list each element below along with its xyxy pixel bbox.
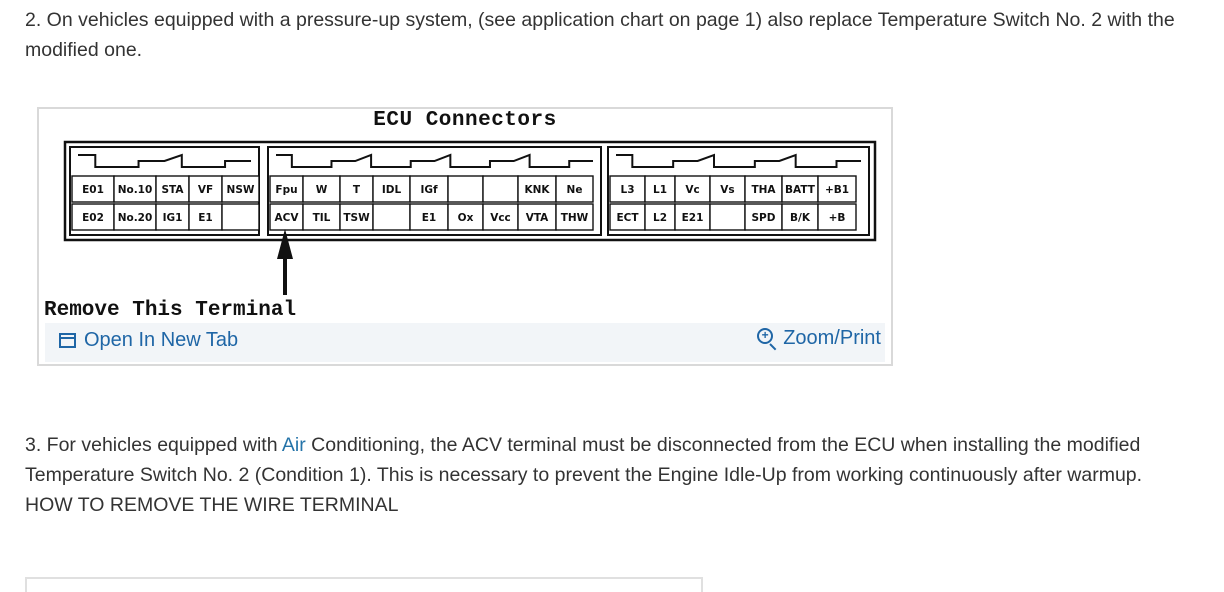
terminal-label: THA bbox=[751, 184, 776, 196]
terminal-label: No.10 bbox=[117, 184, 153, 196]
terminal-label: Vc bbox=[685, 184, 700, 196]
terminal-label: BATT bbox=[785, 184, 815, 196]
terminal-label: THW bbox=[560, 212, 589, 224]
terminal-label: Vs bbox=[720, 184, 735, 196]
terminal-label: IDL bbox=[381, 184, 402, 196]
terminal-cell bbox=[448, 176, 483, 202]
terminal-label: TSW bbox=[343, 212, 370, 224]
terminal-label: Fpu bbox=[275, 184, 298, 196]
terminal-label: T bbox=[352, 184, 361, 196]
terminal-cell bbox=[373, 204, 410, 230]
zoom-print-link[interactable] bbox=[757, 327, 881, 350]
terminal-label: B/K bbox=[790, 212, 810, 224]
terminal-label: NSW bbox=[226, 184, 255, 196]
terminal-label: Vcc bbox=[490, 212, 511, 224]
terminal-cell bbox=[222, 204, 259, 230]
step-3-paragraph bbox=[25, 430, 1205, 520]
terminal-label: E01 bbox=[82, 184, 104, 196]
step-3-text-end: Conditioning, the ACV terminal must be disconnected from the ECU when installing the modified Temperature Switch No. 2 (Condition 1). This is necessary to prevent the Engine Idle-Up from working continuously after warmup. bbox=[25, 434, 1143, 486]
terminal-label: KNK bbox=[524, 184, 550, 196]
terminal-label: E1 bbox=[198, 212, 213, 224]
connector-block bbox=[268, 147, 601, 235]
terminal-label: TIL bbox=[312, 212, 331, 224]
terminal-label: ECT bbox=[616, 212, 639, 224]
terminal-label: STA bbox=[161, 184, 184, 196]
terminal-cell bbox=[483, 176, 518, 202]
terminal-label: No.20 bbox=[117, 212, 153, 224]
terminal-label: ACV bbox=[274, 212, 299, 224]
terminal-label: IG1 bbox=[162, 212, 183, 224]
terminal-label: L2 bbox=[653, 212, 667, 224]
terminal-label: +B bbox=[828, 212, 846, 224]
terminal-label: IGf bbox=[420, 184, 438, 196]
terminal-label: W bbox=[315, 184, 328, 196]
open-in-new-tab-label: Open In New Tab bbox=[84, 329, 239, 351]
ecu-connector-diagram bbox=[39, 109, 891, 324]
terminal-label: E21 bbox=[681, 212, 704, 224]
zoom-print-label: Zoom/Print bbox=[783, 327, 881, 349]
figure-caption: Remove This Terminal bbox=[44, 299, 297, 322]
terminal-label: VF bbox=[197, 184, 214, 196]
terminal-label: L3 bbox=[620, 184, 635, 196]
how-to-remove-heading: HOW TO REMOVE THE WIRE TERMINAL bbox=[25, 494, 399, 516]
terminal-label: +B1 bbox=[824, 184, 850, 196]
figure-toolbar bbox=[45, 323, 885, 362]
open-in-new-tab-link[interactable] bbox=[59, 329, 238, 352]
terminal-label: Ne bbox=[566, 184, 583, 196]
step-3-text-start: 3. For vehicles equipped with bbox=[25, 434, 282, 456]
next-figure-frame bbox=[25, 577, 703, 592]
terminal-cell bbox=[710, 204, 745, 230]
terminal-label: VTA bbox=[525, 212, 549, 224]
ecu-connectors-figure bbox=[37, 107, 893, 366]
figure-title: ECU Connectors bbox=[373, 109, 557, 132]
step-2-paragraph: 2. On vehicles equipped with a pressure-up system, (see application chart on page 1) also replace Temperature Switch No. 2 with the modified one. bbox=[25, 9, 1175, 61]
zoom-in-icon: + bbox=[757, 328, 779, 350]
air-link[interactable]: Air bbox=[281, 434, 306, 456]
open-tab-icon bbox=[59, 333, 76, 348]
connector-block bbox=[70, 147, 259, 235]
connector-block bbox=[608, 147, 869, 235]
terminal-label: SPD bbox=[751, 212, 776, 224]
terminal-label: Ox bbox=[457, 212, 474, 224]
terminal-label: L1 bbox=[653, 184, 667, 196]
terminal-label: E02 bbox=[82, 212, 104, 224]
terminal-label: E1 bbox=[421, 212, 437, 224]
